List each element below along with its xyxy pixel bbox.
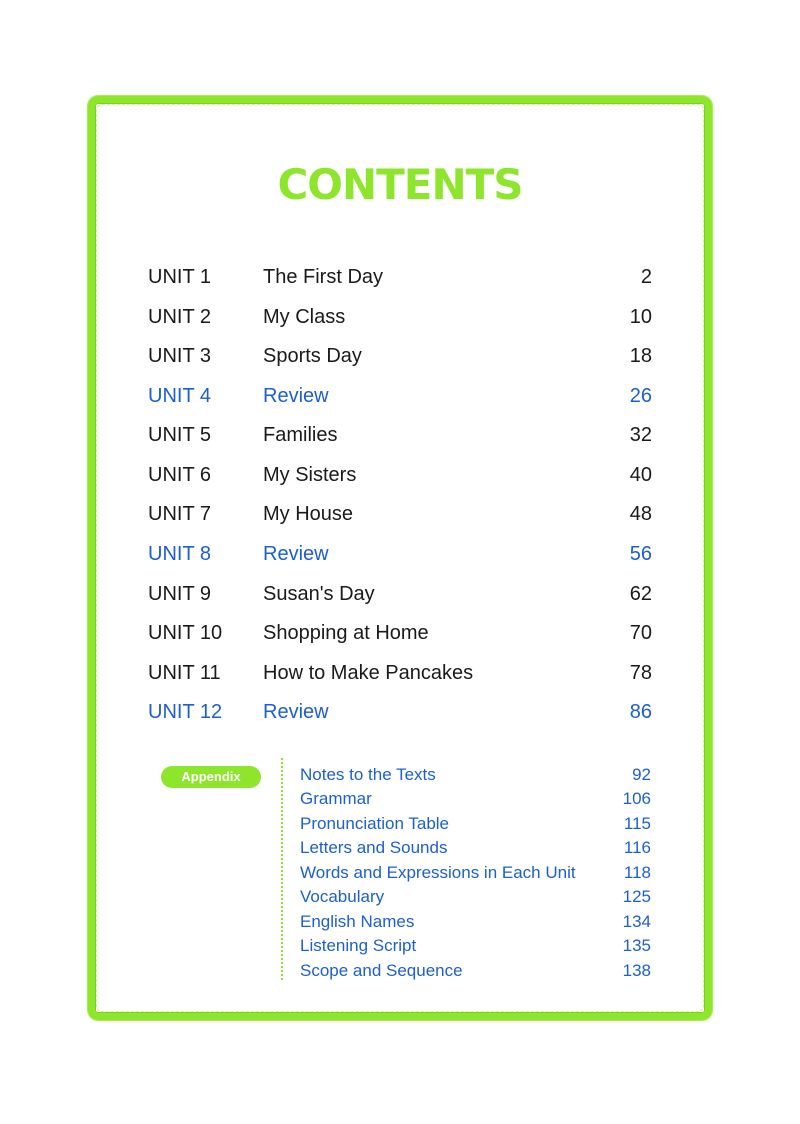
appendix-item-page: 115 (623, 814, 651, 833)
unit-page: 56 (629, 543, 652, 565)
unit-number: UNIT 8 (148, 543, 211, 565)
appendix-item-page: 116 (623, 838, 651, 857)
appendix-item[interactable] (0, 835, 800, 859)
unit-page: 2 (640, 266, 652, 288)
unit-title: Review (263, 543, 329, 565)
appendix-item-name: Notes to the Texts (300, 765, 436, 784)
appendix-item-name: Words and Expressions in Each Unit (300, 863, 576, 882)
appendix-item-name: Vocabulary (300, 887, 385, 906)
unit-title: My Class (263, 306, 346, 328)
appendix-item-page: 138 (622, 961, 651, 980)
unit-row[interactable] (0, 298, 800, 338)
unit-number: UNIT 7 (148, 503, 211, 525)
unit-row-review[interactable] (0, 535, 800, 575)
appendix-item[interactable] (0, 860, 800, 884)
unit-row-review[interactable] (0, 377, 800, 417)
unit-number: UNIT 1 (148, 266, 211, 288)
unit-title: Review (263, 385, 329, 407)
unit-page: 62 (629, 583, 652, 605)
unit-number: UNIT 3 (148, 345, 211, 367)
appendix-item-page: 92 (632, 765, 651, 784)
appendix-item-name: Letters and Sounds (300, 838, 448, 857)
appendix-item[interactable] (0, 933, 800, 957)
unit-row[interactable] (0, 337, 800, 377)
unit-row-review[interactable] (0, 693, 800, 733)
appendix-item-page: 134 (622, 912, 651, 931)
unit-title: Shopping at Home (263, 622, 429, 644)
unit-title: Families (263, 424, 338, 446)
appendix-item-name: English Names (300, 912, 415, 931)
appendix-item-name: Grammar (300, 789, 372, 808)
unit-page: 48 (629, 503, 652, 525)
unit-title: How to Make Pancakes (263, 662, 474, 684)
appendix-item[interactable] (0, 762, 800, 786)
appendix-item[interactable] (0, 884, 800, 908)
unit-title: My Sisters (263, 464, 357, 486)
appendix-item-page: 125 (622, 887, 651, 906)
appendix-item[interactable] (0, 786, 800, 810)
appendix-item-page: 118 (623, 863, 651, 882)
unit-page: 78 (629, 662, 652, 684)
appendix-item[interactable] (0, 958, 800, 982)
unit-page: 70 (629, 622, 652, 644)
unit-page: 18 (629, 345, 652, 367)
unit-number: UNIT 6 (148, 464, 211, 486)
unit-title: Sports Day (263, 345, 362, 367)
unit-number: UNIT 12 (148, 701, 223, 723)
unit-page: 86 (629, 701, 652, 723)
appendix-item-name: Listening Script (300, 936, 417, 955)
unit-title: My House (263, 503, 354, 525)
unit-title: Review (263, 701, 329, 723)
unit-number: UNIT 4 (148, 385, 211, 407)
unit-row[interactable] (0, 495, 800, 535)
unit-number: UNIT 10 (148, 622, 223, 644)
unit-row[interactable] (0, 258, 800, 298)
unit-row[interactable] (0, 456, 800, 496)
page-title: CONTENTS (277, 160, 523, 209)
unit-row[interactable] (0, 654, 800, 694)
appendix-item-page: 135 (622, 936, 651, 955)
appendix-item-name: Scope and Sequence (300, 961, 463, 980)
unit-title: Susan's Day (263, 583, 375, 605)
appendix-item[interactable] (0, 811, 800, 835)
unit-number: UNIT 11 (148, 662, 221, 684)
appendix-badge: Appendix (161, 766, 261, 788)
unit-number: UNIT 9 (148, 583, 211, 605)
unit-row[interactable] (0, 575, 800, 615)
appendix-item-name: Pronunciation Table (300, 814, 450, 833)
unit-page: 40 (629, 464, 652, 486)
unit-page: 26 (629, 385, 652, 407)
appendix-item-page: 106 (622, 789, 651, 808)
unit-number: UNIT 5 (148, 424, 211, 446)
appendix-item[interactable] (0, 909, 800, 933)
unit-row[interactable] (0, 416, 800, 456)
unit-page: 10 (629, 306, 652, 328)
unit-number: UNIT 2 (148, 306, 211, 328)
unit-row[interactable] (0, 614, 800, 654)
unit-page: 32 (629, 424, 652, 446)
unit-title: The First Day (263, 266, 384, 288)
